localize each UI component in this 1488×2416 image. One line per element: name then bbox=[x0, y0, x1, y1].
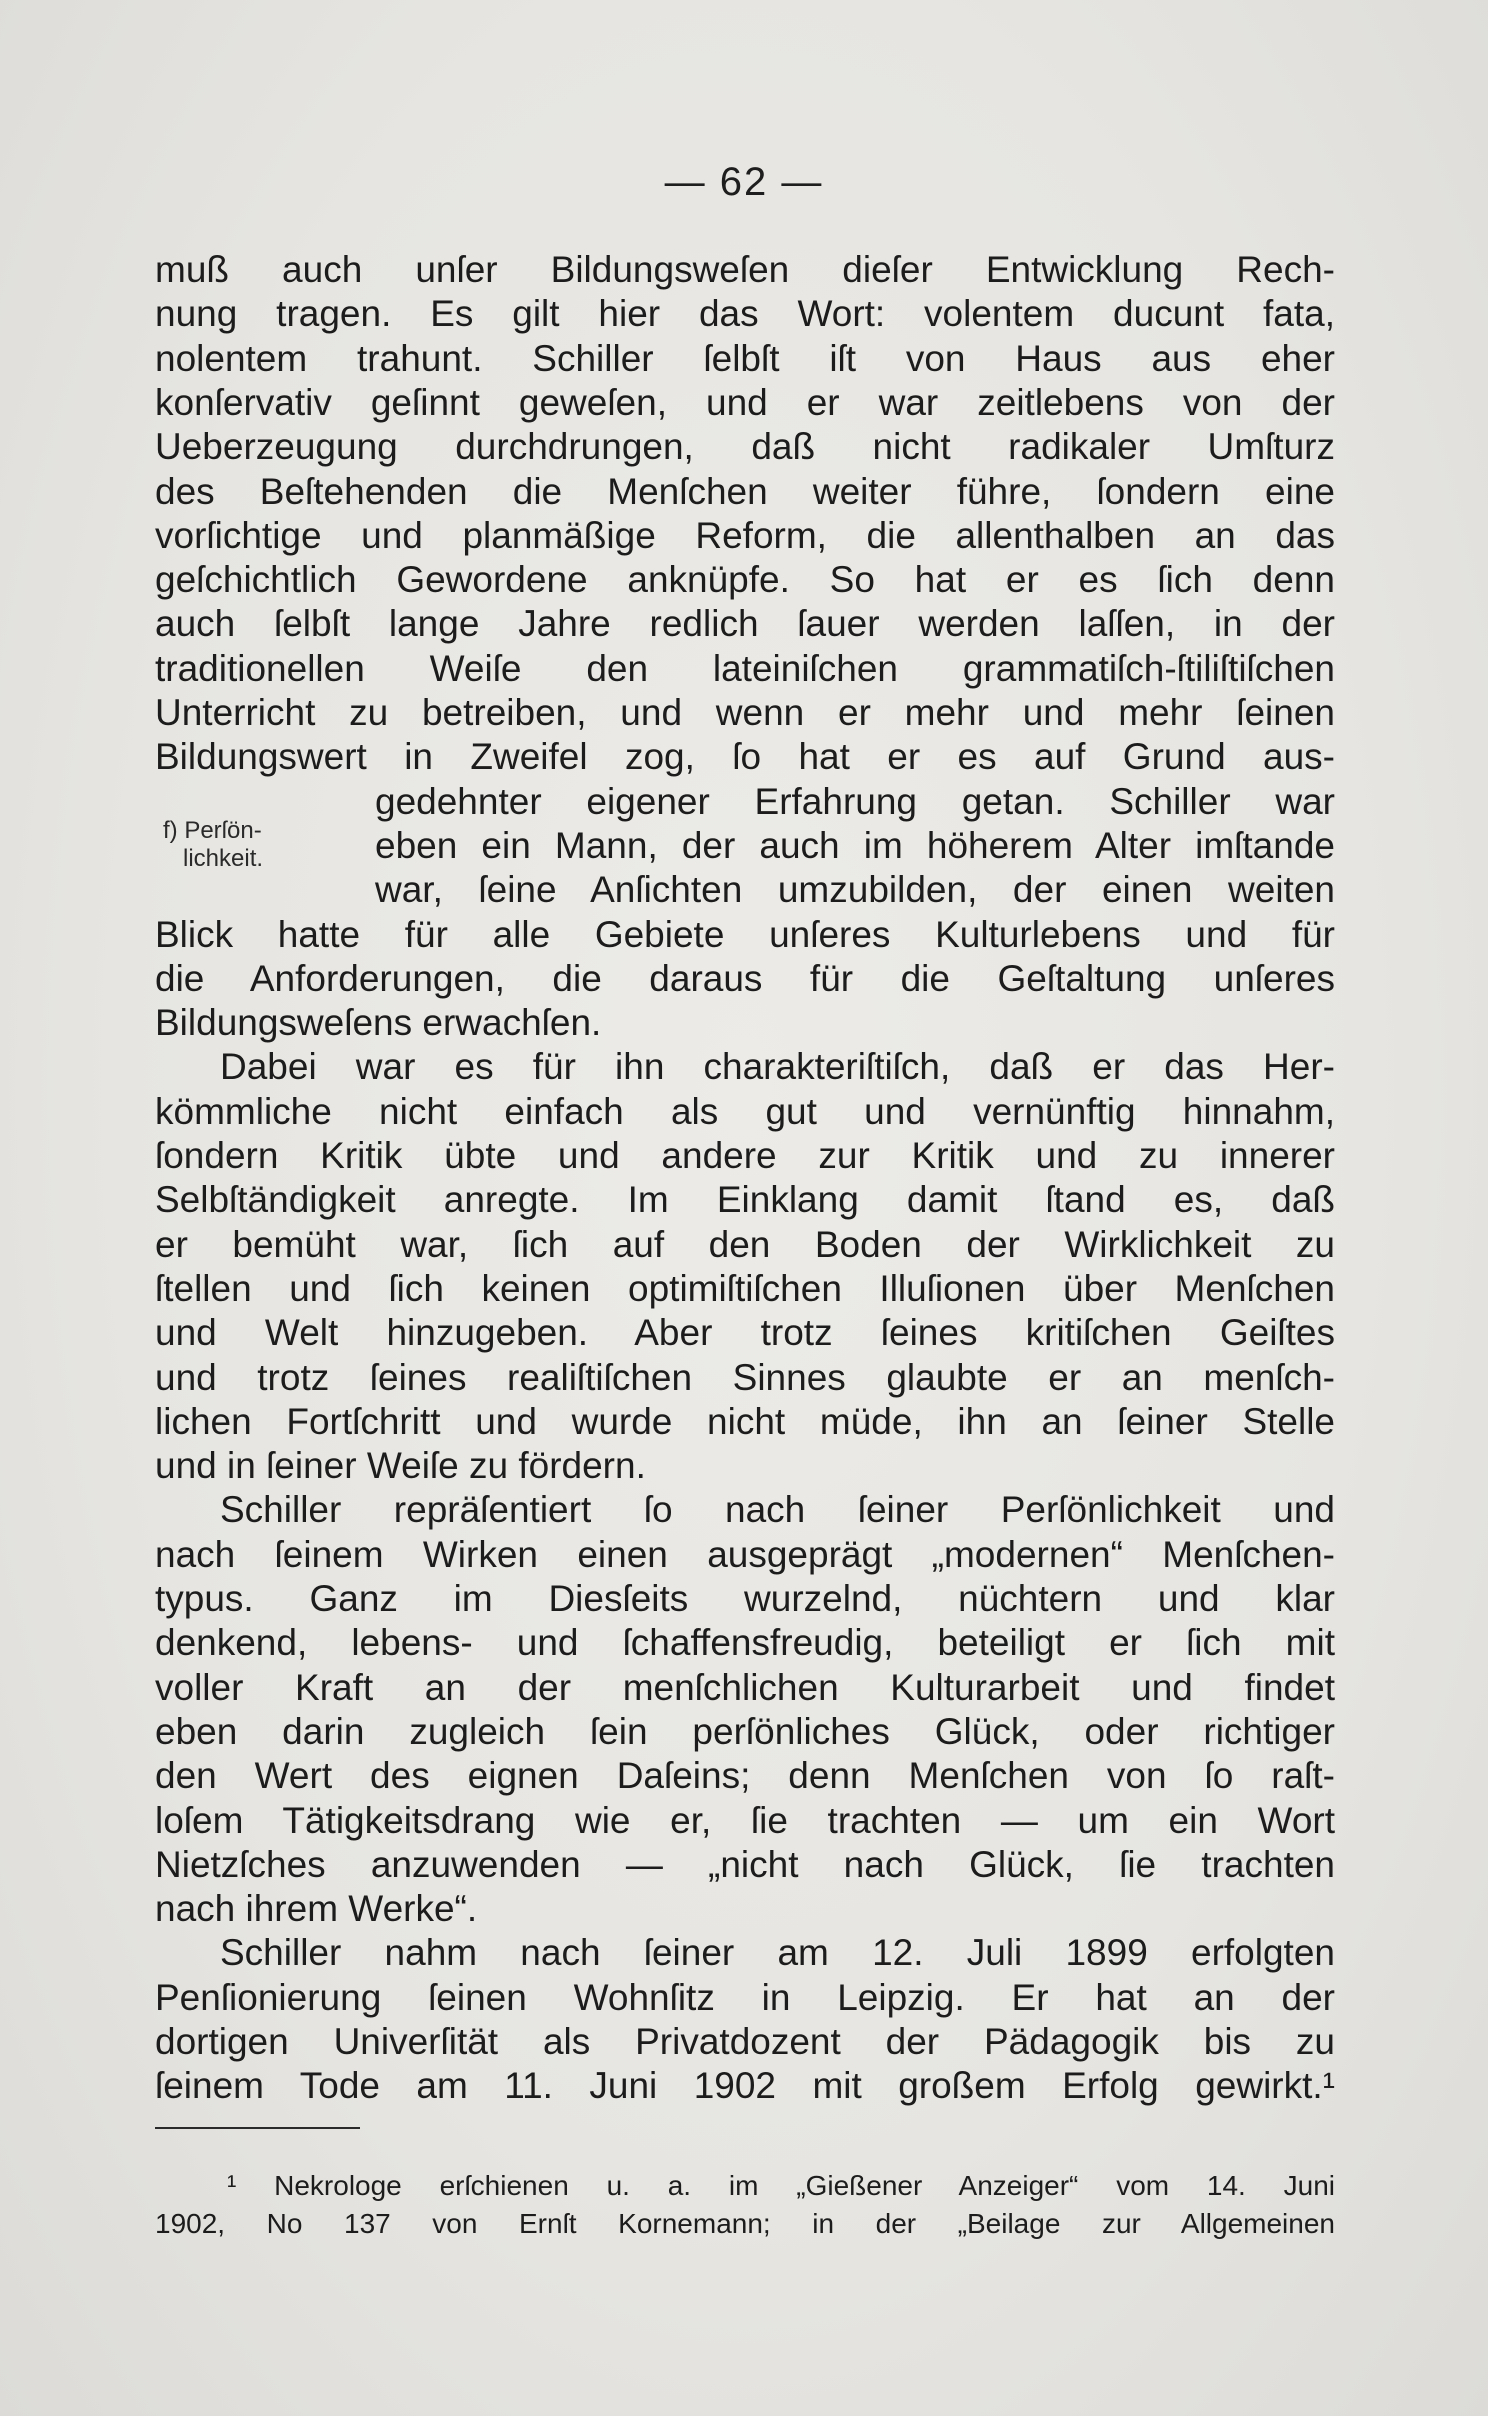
body-line: den Wert des eignen Daſeins; denn Menſchen von ſo raſt- bbox=[155, 1755, 1335, 1797]
body-line: eben ein Mann, der auch im höherem Alter imſtande bbox=[375, 824, 1335, 866]
body-line: gedehnter eigener Erfahrung getan. Schiller war bbox=[375, 780, 1335, 822]
body-line: und in ſeiner Weiſe zu fördern. bbox=[155, 1445, 646, 1487]
footnote-line-2: 1902, No 137 von Ernſt Kornemann; in der „Beilage zur Allgemeinen bbox=[155, 2208, 1335, 2239]
body-line: nach ſeinem Wirken einen ausgeprägt „modernen“ Menſchen- bbox=[155, 1533, 1335, 1575]
body-line: loſem Tätigkeitsdrang wie er, ſie trachten — um ein Wort bbox=[155, 1799, 1335, 1841]
body-line: Nietzſches anzuwenden — „nicht nach Glück, ſie trachten bbox=[155, 1843, 1335, 1885]
margin-note bbox=[163, 817, 263, 873]
footnote-divider bbox=[155, 2127, 360, 2129]
body-line: typus. Ganz im Diesſeits wurzelnd, nüchtern und klar bbox=[155, 1578, 1335, 1619]
body-line: Bildungsweſens erwachſen. bbox=[155, 1002, 602, 1044]
body-line: denkend, lebens- und ſchaffensfreudig, beteiligt er ſich mit bbox=[155, 1622, 1335, 1664]
body-line: war, ſeine Anſichten umzubilden, der einen weiten bbox=[375, 869, 1335, 911]
body-line: muß auch unſer Bildungsweſen dieſer Entwicklung Rech- bbox=[155, 249, 1335, 290]
body-line: geſchichtlich Gewordene anknüpfe. So hat er es ſich denn bbox=[155, 559, 1335, 601]
body-line: Selbſtändigkeit anregte. Im Einklang damit ſtand es, daß bbox=[155, 1179, 1335, 1221]
margin-note-line-1: f) Perſön- bbox=[163, 817, 262, 844]
body-line: nung tragen. Es gilt hier das Wort: volentem ducunt fata, bbox=[155, 293, 1335, 335]
body-line: kömmliche nicht einfach als gut und vernünftig hinnahm, bbox=[155, 1090, 1335, 1132]
body-line: nach ihrem Werke“. bbox=[155, 1888, 478, 1930]
paragraph-first-line: Dabei war es für ihn charakteriſtiſch, daß er das Her- bbox=[220, 1046, 1335, 1088]
body-line: Unterricht zu betreiben, und wenn er mehr und mehr ſeinen bbox=[155, 692, 1335, 733]
body-line: Ueberzeugung durchdrungen, daß nicht radikaler Umſturz bbox=[155, 426, 1335, 468]
body-line: nolentem trahunt. Schiller ſelbſt iſt von Haus aus eher bbox=[155, 337, 1335, 379]
paragraph-first-line: Schiller nahm nach ſeiner am 12. Juli 1899 erfolgten bbox=[220, 1932, 1335, 1974]
body-line: er bemüht war, ſich auf den Boden der Wirklichkeit zu bbox=[155, 1223, 1335, 1265]
body-line: Bildungswert in Zweifel zog, ſo hat er es auf Grund aus- bbox=[155, 736, 1335, 778]
body-line: auch ſelbſt lange Jahre redlich ſauer werden laſſen, in der bbox=[155, 603, 1335, 645]
body-line: eben darin zugleich ſein perſönliches Glück, oder richtiger bbox=[155, 1710, 1335, 1752]
body-line: die Anforderungen, die daraus für die Geſtaltung unſeres bbox=[155, 957, 1335, 999]
body-line: und Welt hinzugeben. Aber trotz ſeines kritiſchen Geiſtes bbox=[155, 1312, 1335, 1354]
body-line: vorſichtige und planmäßige Reform, die allenthalben an das bbox=[155, 514, 1335, 556]
margin-note-line-2: lichkeit. bbox=[183, 845, 264, 872]
body-line: und trotz ſeines realiſtiſchen Sinnes glaubte er an menſch- bbox=[155, 1356, 1335, 1398]
body-line: Blick hatte für alle Gebiete unſeres Kulturlebens und für bbox=[155, 913, 1335, 955]
body-line: des Beſtehenden die Menſchen weiter führe, ſondern eine bbox=[155, 470, 1335, 512]
body-line: Penſionierung ſeinen Wohnſitz in Leipzig. Er hat an der bbox=[155, 1976, 1335, 2018]
body-line: konſervativ geſinnt geweſen, und er war zeitlebens von der bbox=[155, 381, 1335, 423]
body-line: dortigen Univerſität als Privatdozent der Pädagogik bis zu bbox=[155, 2021, 1335, 2062]
paragraph-first-line: Schiller repräſentiert ſo nach ſeiner Perſönlichkeit und bbox=[220, 1489, 1335, 1531]
footnote-line-1: ¹ Nekrologe erſchienen u. a. im „Gießener Anzeiger“ vom 14. Juni bbox=[227, 2170, 1335, 2201]
page-number: — 62 — bbox=[664, 160, 824, 204]
body-line: ſtellen und ſich keinen optimiſtiſchen Illuſionen über Menſchen bbox=[155, 1267, 1335, 1309]
body-line: ſondern Kritik übte und andere zur Kritik und zu innerer bbox=[155, 1135, 1335, 1176]
body-line: lichen Fortſchritt und wurde nicht müde, ihn an ſeiner Stelle bbox=[155, 1400, 1335, 1442]
body-line: voller Kraft an der menſchlichen Kulturarbeit und findet bbox=[155, 1666, 1335, 1708]
body-line: traditionellen Weiſe den lateiniſchen grammatiſch-ſtiliſtiſchen bbox=[155, 647, 1335, 689]
body-line: ſeinem Tode am 11. Juni 1902 mit großem Erfolg gewirkt.¹ bbox=[155, 2065, 1335, 2107]
